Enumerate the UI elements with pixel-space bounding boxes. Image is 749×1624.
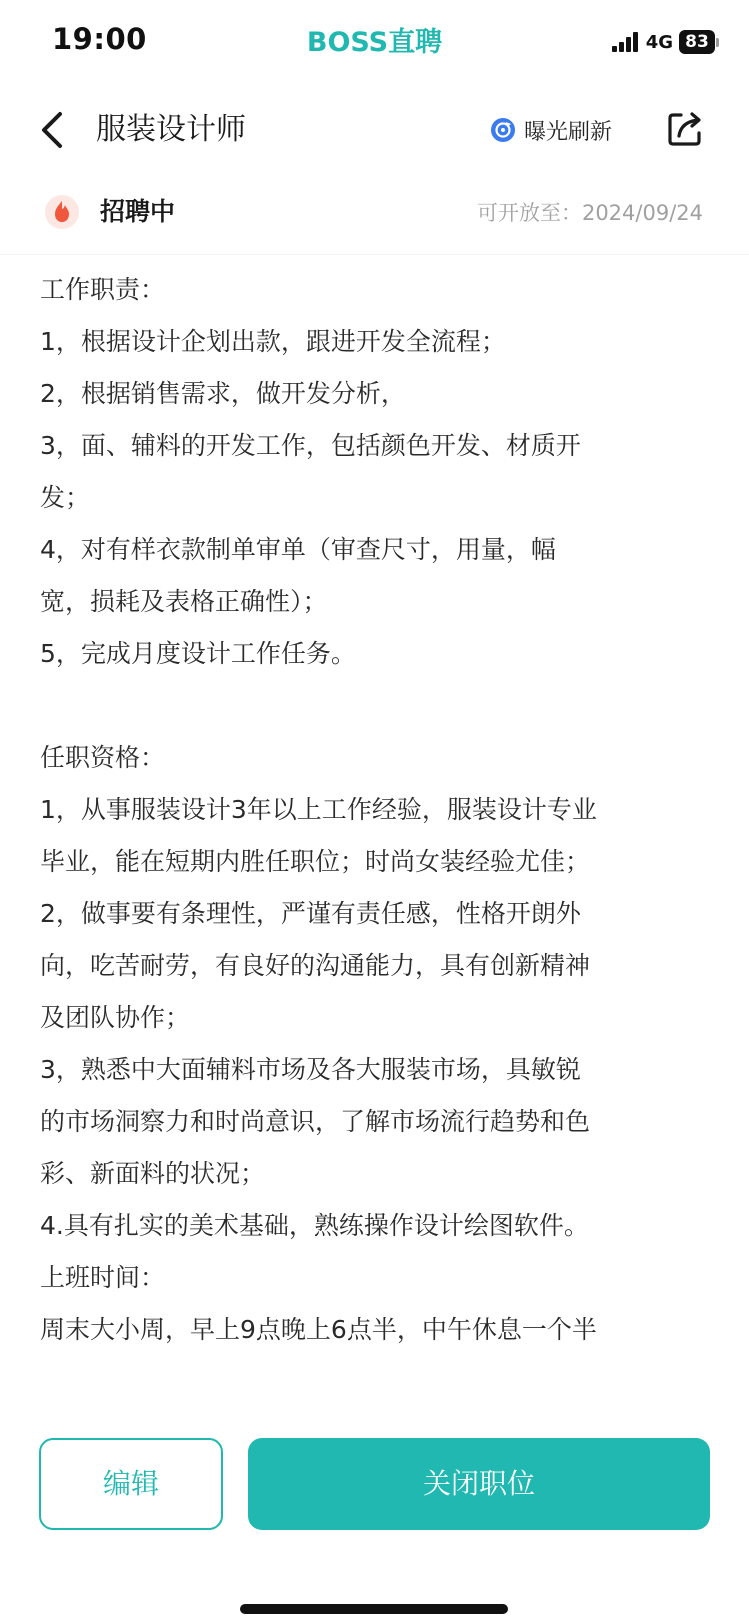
page-title: 服装设计师 <box>96 112 246 147</box>
signal-icon <box>612 32 640 52</box>
description-line: 彩、新面料的状况； <box>40 1159 266 1188</box>
job-status-row <box>0 174 749 255</box>
description-line: 2，根据销售需求，做开发分析， <box>40 379 406 408</box>
edit-button[interactable]: 编辑 <box>39 1438 223 1530</box>
description-line: 4，对有样衣款制单审单（审查尺寸，用量，幅 <box>40 535 556 564</box>
close-position-button[interactable]: 关闭职位 <box>248 1438 710 1530</box>
fire-icon <box>44 194 80 230</box>
refresh-icon <box>490 117 516 143</box>
description-line: 发； <box>40 483 91 512</box>
status-time: 19:00 <box>52 22 147 56</box>
description-line: 任职资格： <box>40 743 166 772</box>
description-line: 3，面、辅料的开发工作，包括颜色开发、材质开 <box>40 431 581 460</box>
description-line: 的市场洞察力和时尚意识，了解市场流行趋势和色 <box>40 1107 591 1136</box>
nav-bar <box>0 86 749 174</box>
battery-icon <box>679 30 719 54</box>
share-icon[interactable] <box>664 108 706 150</box>
description-line: 1，根据设计企划出款，跟进开发全流程； <box>40 327 506 356</box>
description-line: 3，熟悉中大面辅料市场及各大服装市场，具敏锐 <box>40 1055 581 1084</box>
description-line: 5，完成月度设计工作任务。 <box>40 639 356 668</box>
description-line: 4.具有扎实的美术基础，熟练操作设计绘图软件。 <box>40 1211 589 1240</box>
description-line: 周末大小周，早上9点晚上6点半，中午休息一个半 <box>40 1315 597 1344</box>
network-label: 4G <box>645 31 673 53</box>
description-line: 2，做事要有条理性，严谨有责任感，性格开朗外 <box>40 899 581 928</box>
description-line: 向，吃苦耐劳，有良好的沟通能力，具有创新精神 <box>40 951 591 980</box>
description-line: 及团队协作； <box>40 1003 191 1032</box>
description-line: 宽，损耗及表格正确性）； <box>40 587 328 616</box>
blank-line <box>40 680 720 732</box>
description-line: 1，从事服装设计3年以上工作经验，服装设计专业 <box>40 795 597 824</box>
status-bar <box>0 0 749 86</box>
refresh-label: 曝光刷新 <box>524 119 613 145</box>
description-line: 工作职责： <box>40 275 166 304</box>
chevron-left-icon[interactable] <box>36 106 72 154</box>
exposure-refresh-button[interactable] <box>490 110 612 150</box>
bottom-action-bar <box>0 1392 749 1624</box>
description-line: 毕业，能在短期内胜任职位；时尚女装经验尤佳； <box>40 847 591 876</box>
home-indicator <box>240 1604 508 1614</box>
job-description <box>40 264 720 1380</box>
battery-level: 83 <box>679 30 715 54</box>
status-brand: BOSS直聘 <box>306 27 443 58</box>
recruiting-status: 招聘中 <box>100 197 176 226</box>
status-indicators <box>612 28 719 56</box>
battery-tip <box>716 38 719 47</box>
description-line: 上班时间： <box>40 1263 166 1292</box>
open-until-date: 可开放至：2024/09/24 <box>476 201 703 225</box>
